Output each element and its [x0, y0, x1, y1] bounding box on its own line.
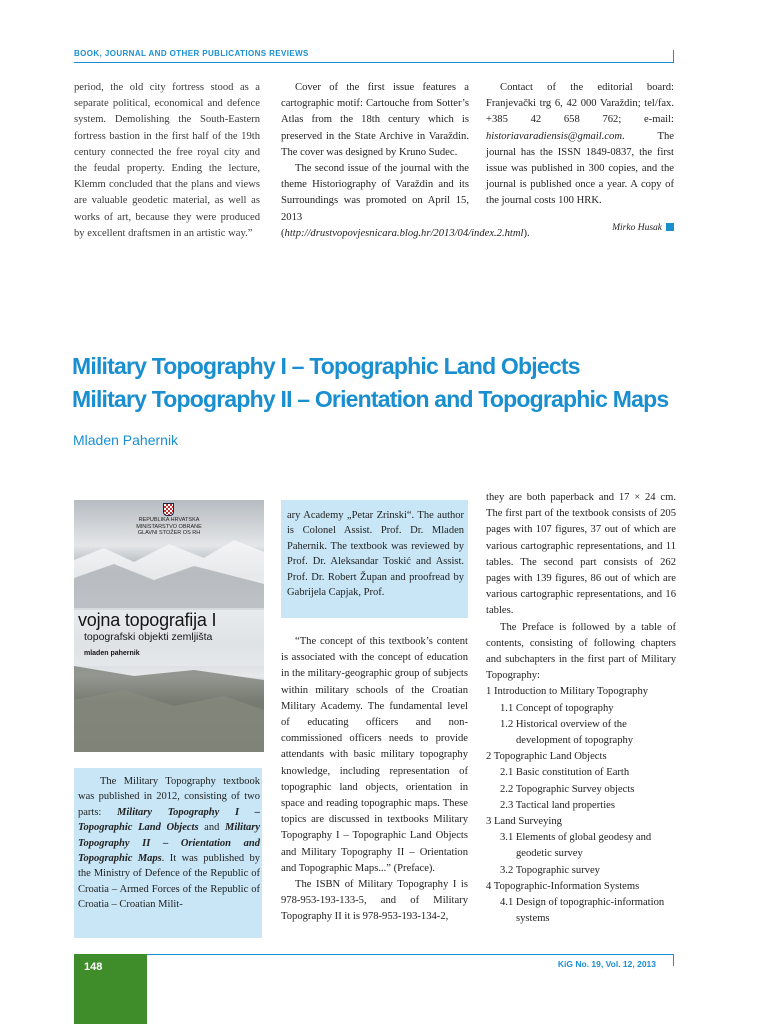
table-of-contents — [486, 684, 676, 927]
book-cover-image — [74, 500, 264, 752]
croatian-coat-of-arms-icon — [163, 503, 174, 516]
toc-item: 3 Land Surveying — [486, 816, 562, 828]
article-title — [72, 350, 712, 416]
academy-box-text: ary Academy „Petar Zrinski“. The author is Colonel Assist. Prof. Dr. Mladen Pahernik. The textbook was reviewed by Prof. Dr. Aleksandar Toskić and Assist. Prof. Dr. Robert Župan and proofread by Gabrijela Capjak, Prof. — [287, 510, 464, 599]
article-col3-p1: they are both paperback and 17 × 24 cm. The first part of the textbook consists of 205 pages with 107 figures, 37 out of which are various cartographic representations, and 11 tables. The second part consists of 262 pages with 139 figures, 86 out of which are various cartographic representations, and 16 tables. — [486, 492, 676, 617]
article-title-line2: Military Topography II – Orientation and Topographic Maps — [72, 386, 669, 412]
cover-author: mladen pahernik — [84, 650, 140, 657]
toc-item: 3.2 Topographic survey — [500, 864, 600, 876]
toc-item: 2.2 Topographic Survey objects — [500, 783, 635, 795]
prev-review-col2 — [281, 80, 530, 242]
article-col2 — [281, 634, 468, 926]
review-signature: Mirko Husak — [486, 220, 674, 236]
journal-citation: KiG No. 19, Vol. 12, 2013 — [557, 959, 656, 969]
toc-item: 1 Introduction to Military Topography — [486, 686, 649, 698]
cover-title: vojna topografija I — [78, 610, 217, 630]
toc-item: 2.1 Basic constitution of Earth — [500, 767, 630, 779]
intro-box — [74, 768, 262, 938]
article-title-line1: Military Topography I – Topographic Land Objects — [72, 353, 580, 379]
academy-box — [281, 500, 468, 618]
toc-item: 2 Topographic Land Objects — [486, 751, 607, 763]
toc-item: 1.2 Historical overview of the development of topography — [500, 718, 634, 747]
intro-box-text: The Military Topography textbook was published in 2012, consisting of two parts: Military Topography I – Topographic Land Objects and Military Topography II – Orientation and Topographic Maps. It was published by the Ministry of Defence of the Republic of Croatia – Armed Forces of the Republic of Croatia – Croatian Milit- — [78, 776, 261, 911]
article-author: Mladen Pahernik — [73, 432, 179, 448]
article-col3 — [486, 490, 676, 927]
cover-subtitle: topografski objekti zemljišta — [84, 631, 213, 643]
footer-rule — [74, 954, 674, 955]
header-tick — [673, 50, 674, 63]
journal-url-link[interactable]: http://drustvopovjesnicara.blog.hr/2013/04/index.2.html — [284, 227, 524, 239]
toc-item: 1.1 Concept of topography — [500, 702, 614, 714]
end-mark-icon — [666, 223, 674, 231]
prev-review-col2-p1: Cover of the first issue features a cartographic motif: Cartouche from Sotter’s Atlas from the 18th century which is preserved in the State Archive in Varaždin. The cover was designed by Kruno Sudec. — [281, 82, 469, 158]
toc-item: 4 Topographic-Information Systems — [486, 880, 640, 892]
toc-item: 4.1 Design of topographic-information systems — [500, 897, 665, 925]
toc-item: 3.1 Elements of global geodesy and geodetic survey — [500, 832, 652, 860]
prev-review-col3-p1: Contact of the editorial board: Franjevački trg 6, 42 000 Varaždin; tel/fax. +385 42 658 762; e-mail: historiavaradiensis@gmail.com. The journal has the ISSN 1849-0837, the first issue was published in 300 copies, and the journal is published once a year. A copy of the journal costs 100 HRK. — [486, 82, 674, 207]
cover-institution: REPUBLIKA HRVATSKA MINISTARSTVO OBRANE GLAVNI STOŽER OS RH — [136, 517, 202, 536]
footer-tick — [673, 954, 674, 966]
prev-review-col1 — [74, 80, 260, 242]
editorial-email-link[interactable]: historiavaradiensis@gmail.com — [486, 130, 622, 142]
article-col2-p1: “The concept of this textbook’s content is associated with the concept of education in the military-geographic group of subjects within military schools of the Croatian Military Academy. The fundamental level of educating officers and non-commissioned officers needs to provide attendants with basic military topography knowledge, including representation of topographic land objects, orientation in space and reading topographic maps. These topics are discussed in textbooks Military Topography I – Topographic Land Objects and Military Topography II – Orientation and Topographic Maps...” (Preface). — [281, 636, 468, 874]
header-rule — [74, 62, 674, 63]
page-number: 148 — [84, 961, 103, 973]
article-col3-p2: The Preface is followed by a table of contents, consisting of following chapters and subchapters in the first part of Military Topography: — [486, 621, 676, 682]
running-header: BOOK, JOURNAL AND OTHER PUBLICATIONS REVIEWS — [74, 49, 309, 58]
prev-review-col1-text: period, the old city fortress stood as a separate political, economical and defence system. Demolishing the South-Eastern fortress bastion in the first half of the 19th century connected the free royal city and the feudal property. Ending the lecture, Klemm concluded that the plans and views are valuable geodetic material, as well as works of art, because they were produced by excellent draftsmen in an artistic way.” — [74, 82, 260, 239]
article-col2-p2: The ISBN of Military Topography I is 978-953-193-133-5, and of Military Topography II it is 978-953-193-134-2, — [281, 879, 468, 923]
toc-item: 2.3 Tactical land properties — [500, 799, 615, 811]
prev-review-col3 — [486, 80, 674, 236]
prev-review-col2-p2: The second issue of the journal with the theme Historiography of Varaždin and its Surroundings was promoted on April 15, 2013 (http://drustvopovjesnicara.blog.hr/2013/04/index.2.html). — [281, 163, 530, 239]
